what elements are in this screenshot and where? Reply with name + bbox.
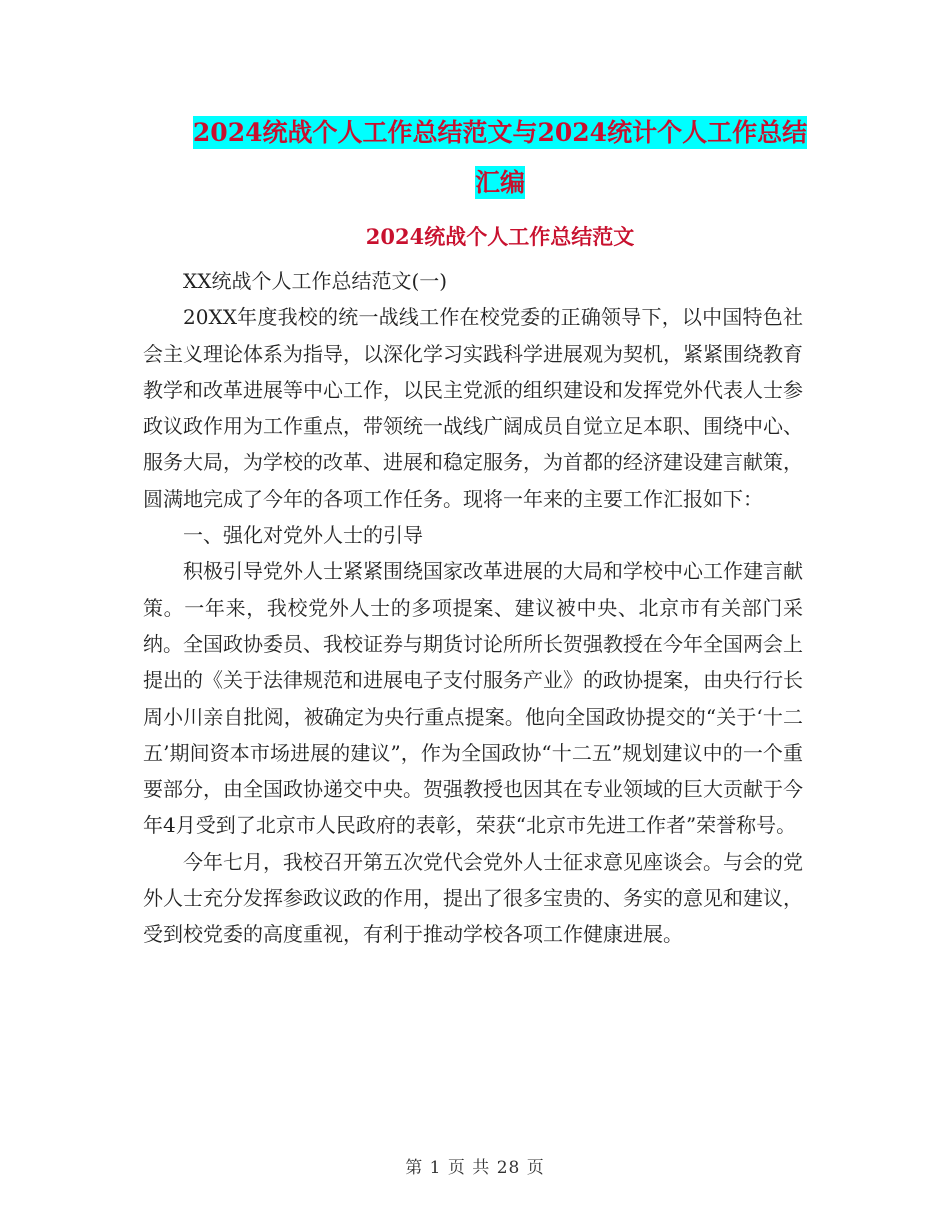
paragraph-intro: 20XX年度我校的统一战线工作在校党委的正确领导下，以中国特色社会主义理论体系为指导，以深化学习实践科学进展观为契机，紧紧围绕教育教学和改革进展等中心工作，以民主党派的组织建设和发挥党外代表人士参政议政作用为工作重点，带领统一战线广阔成员自觉立足本职、围绕中心、服务大局，为学校的改革、进展和稳定服务，为首都的经济建设建言献策，圆满地完成了今年的各项工作任务。现将一年来的主要工作汇报如下： [143, 305, 803, 511]
document-body [143, 263, 803, 953]
page-footer: 第 1 页 共 28 页 [405, 1158, 545, 1178]
document-title [140, 108, 860, 208]
paragraph-july-meeting: 今年七月，我校召开第五次党代会党外人士征求意见座谈会。与会的党外人士充分发挥参政议政的作用，提出了很多宝贵的、务实的意见和建议，受到校党委的高度重视，有利于推动学校各项工作健康进展。 [143, 849, 803, 947]
title-line-2: 汇编 [474, 168, 525, 197]
section-title: 2024统战个人工作总结范文 [365, 224, 635, 249]
paragraph-guidance: 积极引导党外人士紧紧围绕国家改革进展的大局和学校中心工作建言献策。一年来，我校党外人士的多项提案、建议被中央、北京市有关部门采纳。全国政协委员、我校证券与期货讨论所所长贺强教授在今年全国两会上提出的《关于法律规范和进展电子支付服务产业》的政协提案，由央行行长周小川亲自批阅，被确定为央行重点提案。他向全国政协提交的“关于‘十二五’期间资本市场进展的建议”，作为全国政协“十二五”规划建议中的一个重要部分，由全国政协递交中央。贺强教授也因其在专业领域的巨大贡献于今年4月受到了北京市人民政府的表彰，荣获“北京市先进工作者”荣誉称号。 [143, 559, 803, 838]
title-line-1: 2024统战个人工作总结范文与2024统计个人工作总结 [192, 118, 808, 147]
subheading-section-one: 一、强化对党外人士的引导 [183, 523, 423, 548]
subheading-summary-one: XX统战个人工作总结范文(一) [183, 269, 448, 293]
